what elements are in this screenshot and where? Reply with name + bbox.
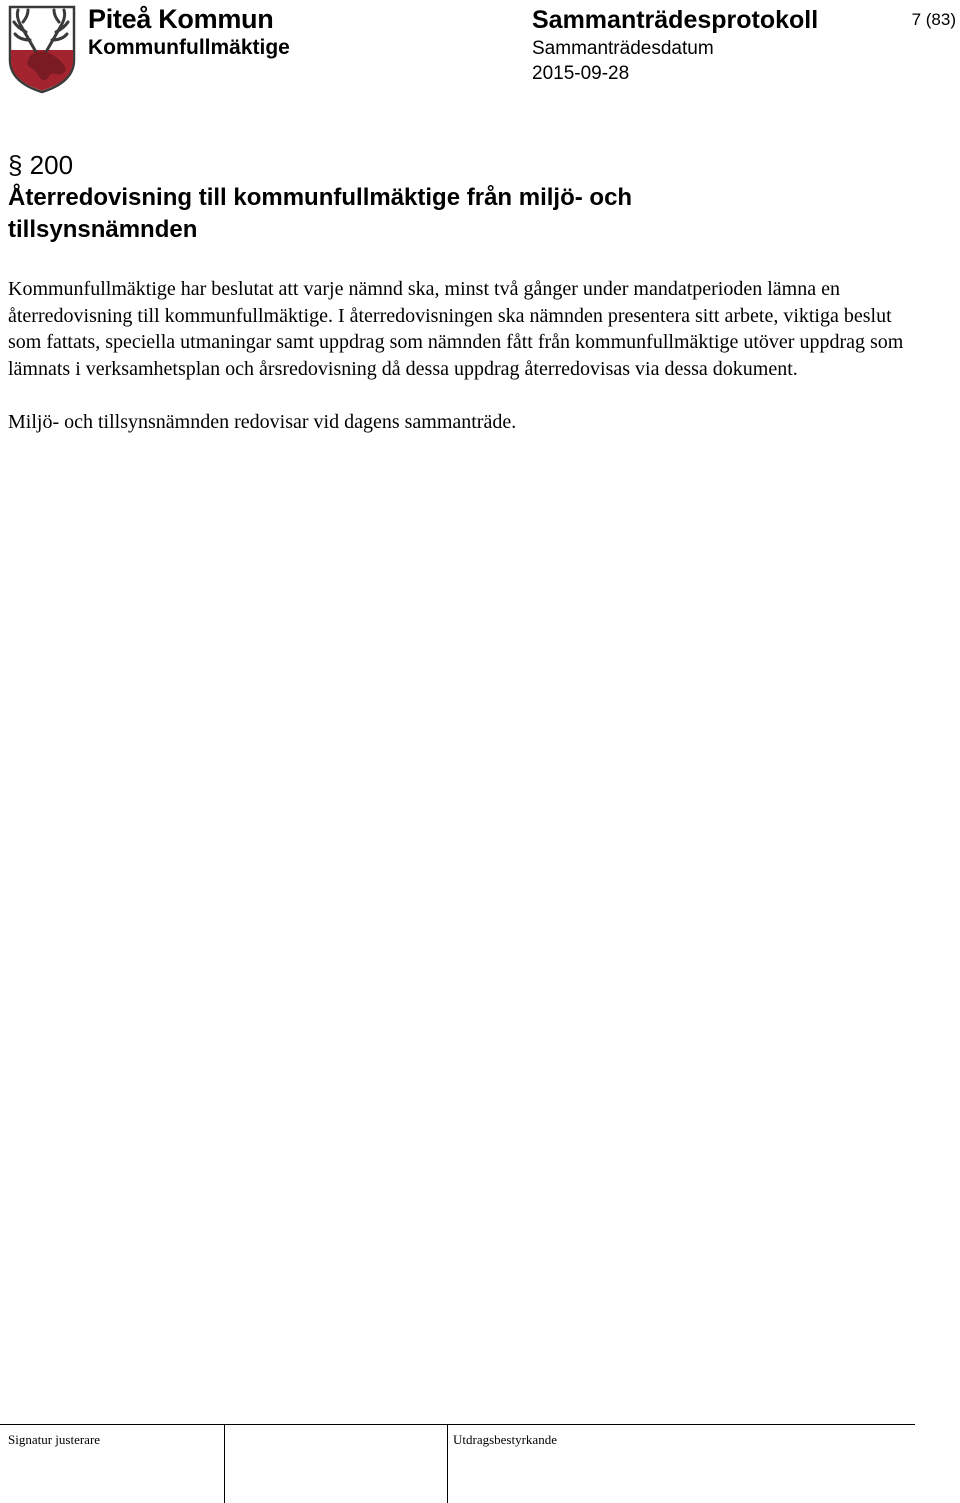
meeting-date-label: Sammanträdesdatum [532, 38, 714, 59]
body-paragraph: Miljö- och tillsynsnämnden redovisar vid dagens sammanträde. [8, 410, 517, 433]
document-type: Sammanträdesprotokoll [532, 6, 819, 34]
body-text [8, 276, 908, 462]
page-number: 7 (83) [911, 10, 956, 29]
footer-rule [0, 1424, 915, 1425]
section-title: Återredovisning till kommunfullmäktige från miljö- och tillsynsnämnden [8, 184, 633, 243]
extract-label: Utdragsbestyrkande [453, 1432, 557, 1447]
footer-divider [447, 1424, 448, 1503]
page-header [0, 0, 960, 100]
meeting-date-value: 2015-09-28 [532, 63, 630, 84]
body-paragraph: Kommunfullmäktige har beslutat att varje nämnd ska, minst två gånger under mandatperioden lämna en återredovisning till kommunfullmäktige. I återredovisningen ska nämnden presentera sitt arbete, viktiga beslut som fattats, speciella utmaningar samt uppdrag som nämnden fått från kommunfullmäktige utöver uppdrag som lämnats i verksamhetsplan och årsredovisning då dessa uppdrag återredovisas via dessa dokument. [8, 278, 904, 380]
footer-divider [224, 1424, 225, 1503]
signature-footer [0, 1424, 915, 1503]
paragraph-number: § 200 [8, 150, 74, 180]
reindeer-coat-of-arms-icon [6, 4, 78, 94]
signature-label: Signatur justerare [8, 1432, 101, 1447]
organization-subtitle: Kommunfullmäktige [88, 36, 290, 59]
organization-name: Piteå Kommun [88, 4, 274, 34]
